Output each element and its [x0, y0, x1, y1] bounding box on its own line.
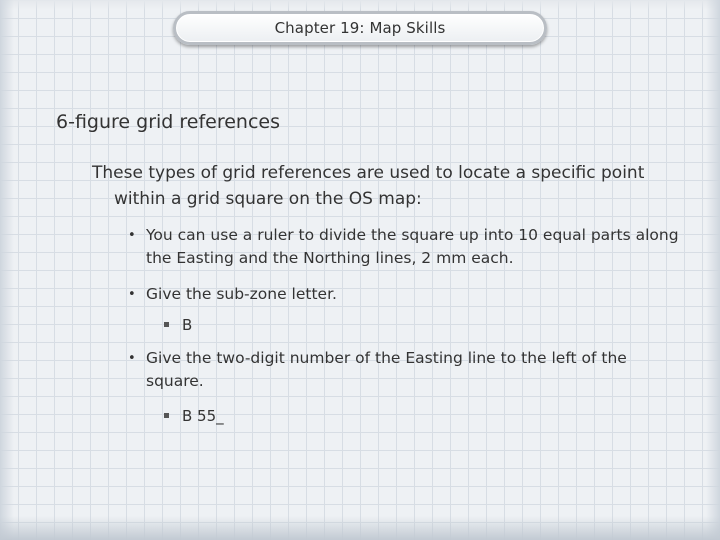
sub-item-text: B [182, 316, 193, 334]
bullet-text: You can use a ruler to divide the square up into 10 equal parts along the Easting and the Northing lines, 2 mm each. [146, 226, 679, 267]
square-bullet-icon [164, 413, 169, 418]
bullet-dot-icon: • [128, 228, 136, 243]
bullet-dot-icon: • [128, 351, 136, 366]
sub-item [164, 314, 192, 336]
square-bullet-icon [164, 322, 169, 327]
bullet-dot-icon: • [128, 287, 136, 302]
sub-item [164, 405, 224, 427]
section-heading: 6-figure grid references [56, 111, 281, 133]
sub-item-text: B 55_ [182, 407, 224, 425]
bullet-text: Give the two-digit number of the Easting line to the left of the square. [146, 349, 627, 390]
bullet-item [126, 347, 686, 393]
bullet-item [126, 283, 686, 306]
bullet-item [126, 224, 686, 270]
chapter-title: Chapter 19: Map Skills [274, 19, 446, 37]
bullet-text: Give the sub-zone letter. [146, 285, 337, 303]
intro-paragraph: These types of grid references are used to locate a specific point within a grid square on the OS map: [92, 163, 645, 209]
